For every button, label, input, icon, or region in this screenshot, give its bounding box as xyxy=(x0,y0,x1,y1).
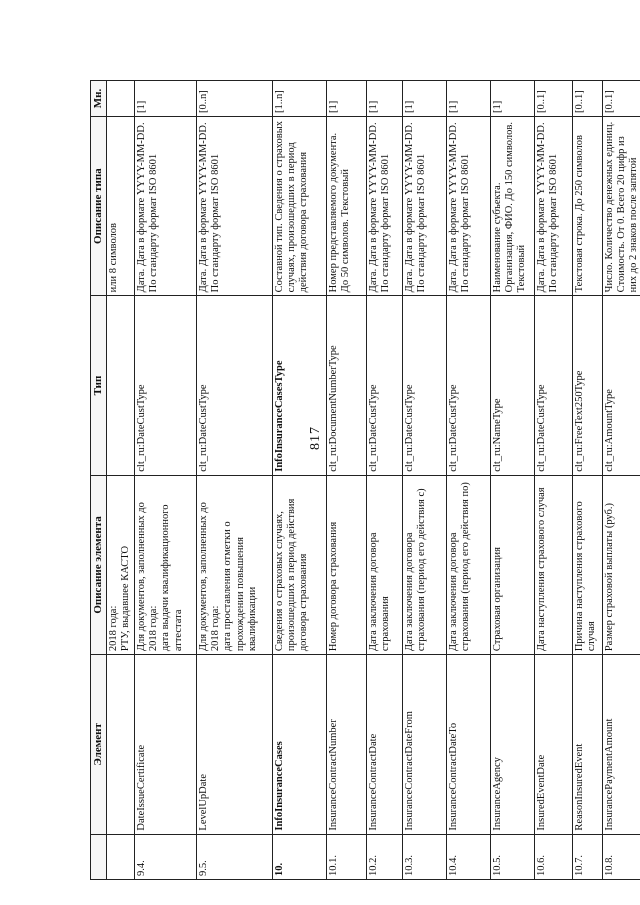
cell-element xyxy=(106,655,134,834)
table-row xyxy=(326,81,366,880)
cell-mn: [1] xyxy=(326,81,366,117)
cell-type: clt_ru:FreeText250Type xyxy=(572,296,602,475)
cell-type-description: Дата. Дата в формате YYYY-MM-DD. По стандарту формат ISO 8601 xyxy=(446,116,490,295)
cell-mn: [0..1] xyxy=(534,81,572,117)
header-type-description: Описание типа xyxy=(91,116,107,295)
table-row xyxy=(572,81,602,880)
cell-type-description: Дата. Дата в формате YYYY-MM-DD. По стандарту формат ISO 8601 xyxy=(196,116,272,295)
table-row xyxy=(402,81,446,880)
cell-description: Дата заключения договора страхования (период его действия с) xyxy=(402,475,446,654)
header-description: Описание элемента xyxy=(91,475,107,654)
cell-type: clt_ru:DateCustType xyxy=(446,296,490,475)
cell-element: InfoInsuranceCases xyxy=(272,655,326,834)
cell-element: ReasonInsuredEvent xyxy=(572,655,602,834)
cell-description: Сведения о страховых случаях, произошедших в период действия договора страхования xyxy=(272,475,326,654)
cell-description: 2018 года: РТУ, выдавшее КАСТО xyxy=(106,475,134,654)
cell-type: clt_ru:DateCustType xyxy=(134,296,196,475)
cell-num: 9.5. xyxy=(196,834,272,879)
cell-num: 10.1. xyxy=(326,834,366,879)
table-row xyxy=(490,81,534,880)
cell-description: Страховая организация xyxy=(490,475,534,654)
page-number: 817 xyxy=(308,426,323,450)
table-row xyxy=(106,81,134,880)
cell-element: InsuranceContractDate xyxy=(366,655,402,834)
cell-num: 10. xyxy=(272,834,326,879)
table-row xyxy=(272,81,326,880)
cell-description: Номер договора страхования xyxy=(326,475,366,654)
cell-description: Дата заключения договора страхования (период его действия по) xyxy=(446,475,490,654)
cell-num: 10.6. xyxy=(534,834,572,879)
table-row xyxy=(366,81,402,880)
cell-description: Дата наступления страхового случая xyxy=(534,475,572,654)
cell-type-description: Текстовая строка. До 250 символов xyxy=(572,116,602,295)
cell-element: InsurancePaymentAmount xyxy=(602,655,640,834)
cell-description: Для документов, заполненных до 2018 года: дата проставления отметки о прохождении повышения квалификации xyxy=(196,475,272,654)
cell-element: InsuranceAgency xyxy=(490,655,534,834)
cell-mn xyxy=(106,81,134,117)
cell-mn: [1] xyxy=(134,81,196,117)
cell-num: 10.8. xyxy=(602,834,640,879)
cell-mn: [1] xyxy=(490,81,534,117)
cell-num: 10.2. xyxy=(366,834,402,879)
cell-type: clt_ru:AmountType xyxy=(602,296,640,475)
cell-type: clt_ru:DateCustType xyxy=(196,296,272,475)
cell-mn: [0..1] xyxy=(572,81,602,117)
cell-type-description: Наименование субъекта. Организация, ФИО. До 150 символов. Текстовый xyxy=(490,116,534,295)
cell-type: clt_ru:NameType xyxy=(490,296,534,475)
cell-num: 10.7. xyxy=(572,834,602,879)
table-row xyxy=(534,81,572,880)
cell-type-description: Дата. Дата в формате YYYY-MM-DD. По стандарту формат ISO 8601 xyxy=(534,116,572,295)
table-row xyxy=(602,81,640,880)
cell-mn: [1] xyxy=(402,81,446,117)
cell-num xyxy=(106,834,134,879)
rotated-table-container xyxy=(90,80,640,880)
cell-mn: [0..n] xyxy=(196,81,272,117)
cell-type-description: Номер представляемого документа. До 50 символов. Текстовый xyxy=(326,116,366,295)
cell-description: Размер страховой выплаты (руб.) xyxy=(602,475,640,654)
cell-num: 10.4. xyxy=(446,834,490,879)
cell-type-description: Число. Количество денежных единиц. Стоимость. От 0. Всего 20 цифр из них до 2 знаков после запятой xyxy=(602,116,640,295)
schema-table xyxy=(90,80,640,880)
cell-element: InsuranceContractNumber xyxy=(326,655,366,834)
table-row xyxy=(196,81,272,880)
cell-num: 9.4. xyxy=(134,834,196,879)
header-num xyxy=(91,834,107,879)
table-row xyxy=(134,81,196,880)
cell-element: InsuranceContractDateFrom xyxy=(402,655,446,834)
cell-type-description: Дата. Дата в формате YYYY-MM-DD. По стандарту формат ISO 8601 xyxy=(134,116,196,295)
cell-type: clt_ru:DateCustType xyxy=(534,296,572,475)
header-mn: Мн. xyxy=(91,81,107,117)
cell-num: 10.5. xyxy=(490,834,534,879)
cell-description: Дата заключения договора страхования xyxy=(366,475,402,654)
table-header-row xyxy=(91,81,107,880)
cell-description: Для документов, заполненных до 2018 года: дата выдачи квалификационного аттестата xyxy=(134,475,196,654)
cell-type: clt_ru:DocumentNumberType xyxy=(326,296,366,475)
cell-type-description: Дата. Дата в формате YYYY-MM-DD. По стандарту формат ISO 8601 xyxy=(402,116,446,295)
cell-description: Причина наступления страхового случая xyxy=(572,475,602,654)
cell-mn: [0..1] xyxy=(602,81,640,117)
cell-num: 10.3. xyxy=(402,834,446,879)
cell-type xyxy=(106,296,134,475)
table-body xyxy=(106,81,640,880)
cell-element: InsuredEventDate xyxy=(534,655,572,834)
cell-element: LevelUpDate xyxy=(196,655,272,834)
cell-type: clt_ru:DateCustType xyxy=(366,296,402,475)
cell-mn: [1] xyxy=(366,81,402,117)
header-type: Тип xyxy=(91,296,107,475)
cell-element: InsuranceContractDateTo xyxy=(446,655,490,834)
table-row xyxy=(446,81,490,880)
header-element: Элемент xyxy=(91,655,107,834)
cell-type-description: Составной тип. Сведения о страховых случаях, произошедших в период действия договора страхования xyxy=(272,116,326,295)
cell-type-description: или 8 символов xyxy=(106,116,134,295)
cell-type-description: Дата. Дата в формате YYYY-MM-DD. По стандарту формат ISO 8601 xyxy=(366,116,402,295)
cell-type: InfoInsuranceCasesType xyxy=(272,296,326,475)
cell-mn: [1..n] xyxy=(272,81,326,117)
cell-type: clt_ru:DateCustType xyxy=(402,296,446,475)
cell-element: DateIssueCertificate xyxy=(134,655,196,834)
cell-mn: [1] xyxy=(446,81,490,117)
